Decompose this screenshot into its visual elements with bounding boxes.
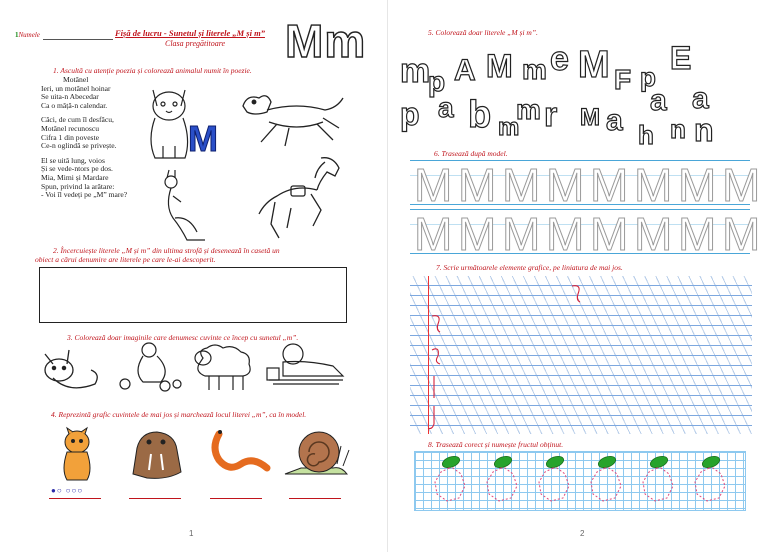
letter-cloud [400, 36, 770, 156]
trace-letter-m[interactable]: M [546, 159, 585, 211]
poem-title: Motănel [63, 75, 89, 84]
poem-line: Se uita-n Abecedar [41, 92, 99, 102]
trace-letter-m[interactable]: M [678, 159, 717, 211]
poem-line: Și se vede-ntors pe dos. [41, 164, 113, 174]
trace-letter-m[interactable]: M [722, 159, 761, 211]
worksheet-title: Fișă de lucru - Sunetul și literele „M și m” [115, 28, 265, 38]
cloud-letter[interactable]: n [694, 112, 714, 148]
cloud-letter[interactable]: m [516, 94, 541, 125]
page-number-1: 1 [189, 529, 194, 538]
trace-letter-m[interactable]: M [634, 208, 673, 260]
sleeping-man-icon [263, 340, 349, 394]
page-number-2: 2 [580, 529, 585, 538]
exercise-5-instruction: 5. Colorează doar literele „M și m”. [428, 28, 538, 37]
dotted-fruit-outline[interactable] [481, 454, 521, 504]
poem-line: Ca o mâță-n calendar. [41, 100, 108, 110]
cloud-letter[interactable]: p [640, 62, 656, 92]
worksheet-subtitle: Clasa pregătitoare [165, 39, 226, 48]
cloud-letter[interactable]: A [454, 54, 476, 87]
cloud-letter[interactable]: M [486, 48, 513, 84]
trace-letter-m[interactable]: M [458, 159, 497, 211]
answer-line-snail[interactable] [289, 498, 341, 499]
snail-icon [281, 426, 353, 480]
graphic-elements-models [410, 276, 752, 434]
dotted-fruit-outline[interactable] [689, 454, 729, 504]
exercise-4-instruction: 4. Reprezintă grafic cuvintele de mai jos și marchează locul literei „m”, ca în model. [51, 410, 307, 419]
cloud-letter[interactable]: r [544, 96, 558, 134]
cloud-letter[interactable]: m [400, 52, 431, 90]
hen-and-chicks-icon [113, 338, 183, 394]
trace-letter-m[interactable]: M [722, 208, 761, 260]
cloud-letter[interactable]: a [606, 104, 623, 137]
cloud-letter[interactable]: p [428, 66, 446, 97]
poem [41, 76, 127, 200]
cat-face-icon [39, 344, 103, 396]
trace-row-2 [410, 208, 761, 260]
cloud-letter[interactable]: a [650, 84, 667, 117]
dotted-fruit-outline[interactable] [637, 454, 677, 504]
name-label: 1Numele [15, 31, 40, 39]
trace-letter-m[interactable]: M [678, 208, 717, 260]
poem-line: Ce-n oglindă se privește. [41, 141, 117, 151]
trace-letter-m[interactable]: M [590, 159, 629, 211]
walrus-icon [127, 428, 187, 482]
exercise-1-instruction: 1. Ascultă cu atenție poezia și colorează animalul numit în poezie. [53, 66, 252, 75]
tiger-cub-icon [53, 426, 101, 482]
notebook-lines[interactable] [410, 276, 752, 434]
worm-icon [205, 424, 271, 478]
blue-letter-m: M [188, 118, 218, 159]
cloud-letter[interactable]: M [578, 44, 610, 86]
cloud-letter[interactable]: n [670, 114, 686, 144]
trace-letter-m[interactable]: M [634, 159, 673, 211]
page-gutter [387, 0, 388, 552]
cloud-letter[interactable]: p [400, 96, 420, 132]
big-outline-letters: Mm [285, 15, 367, 67]
grid-paper[interactable] [414, 451, 746, 511]
dotted-fruit-outline[interactable] [429, 454, 469, 504]
dotted-fruit-outline[interactable] [585, 454, 625, 504]
worksheet-page-1 [5, 6, 375, 546]
cloud-letter[interactable]: F [614, 64, 632, 95]
trace-letter-m[interactable]: M [590, 208, 629, 260]
cloud-letter[interactable]: E [670, 40, 692, 76]
cloud-letter[interactable]: b [468, 94, 492, 136]
answer-line-walrus[interactable] [129, 498, 181, 499]
exercise-2-instruction-line2: obiect a cărui denumire are literele pe care le-ai descoperit. [35, 255, 216, 264]
cloud-letter[interactable]: a [438, 92, 454, 123]
poem-line: - Voi îl vedeți pe „M” mare? [41, 190, 128, 200]
exercise-2-instruction-line1: 2. Încercuiește literele „M și m” din ultima strofă și desenează în casetă un [53, 246, 280, 255]
cloud-letter[interactable]: e [550, 40, 569, 78]
trace-letter-m[interactable]: M [546, 208, 585, 260]
answer-line-tiger[interactable] [49, 498, 101, 499]
kangaroo-icon [155, 166, 215, 244]
cloud-letter[interactable]: m [522, 54, 547, 85]
trace-letter-m[interactable]: M [458, 208, 497, 260]
cloud-letter[interactable]: M [580, 104, 600, 131]
exercise-3-instruction: 3. Colorează doar imaginile care denumesc cuvinte ce încep cu sunetul „m”. [67, 333, 299, 342]
dog-icon [237, 88, 345, 150]
exercise-8-instruction: 8. Trasează corect și numește fructul obținut. [428, 440, 564, 449]
trace-letter-m[interactable]: M [502, 159, 541, 211]
exercise-7-instruction: 7. Scrie următoarele elemente grafice, pe liniatura de mai jos. [436, 263, 623, 272]
model-bead-scheme: ●○ ○○○ [51, 486, 84, 495]
worksheet-page-2 [400, 6, 770, 546]
cloud-letter[interactable]: h [638, 120, 654, 150]
trace-letter-m[interactable]: M [502, 208, 541, 260]
poem-line: Spun, privind la arătare: [41, 181, 115, 191]
answer-line-worm[interactable] [210, 498, 262, 499]
trace-letter-m[interactable]: M [414, 159, 453, 211]
cloud-letter[interactable]: m [498, 114, 520, 141]
cloud-letter[interactable]: a [692, 82, 709, 115]
sheep-icon [191, 342, 257, 394]
poem-line: Motănel recunoscu [41, 123, 99, 133]
poem-line: Cifra 1 din poveste [41, 132, 99, 142]
poem-line: El se uită lung, voios [41, 155, 105, 165]
trace-row-1 [410, 159, 761, 211]
trace-letter-m[interactable]: M [414, 208, 453, 260]
poem-line: Mia, Mimi și Mardare [41, 172, 109, 182]
name-line [43, 39, 113, 40]
dotted-fruit-outline[interactable] [533, 454, 573, 504]
exercise-6-instruction: 6. Trasează după model. [434, 149, 508, 158]
drawing-answer-box[interactable] [39, 267, 347, 323]
horse-icon [251, 154, 349, 244]
poem-line: Căci, de cum îl desfăcu, [41, 115, 114, 125]
poem-line: Ieri, un motănel hoinar [41, 83, 111, 93]
